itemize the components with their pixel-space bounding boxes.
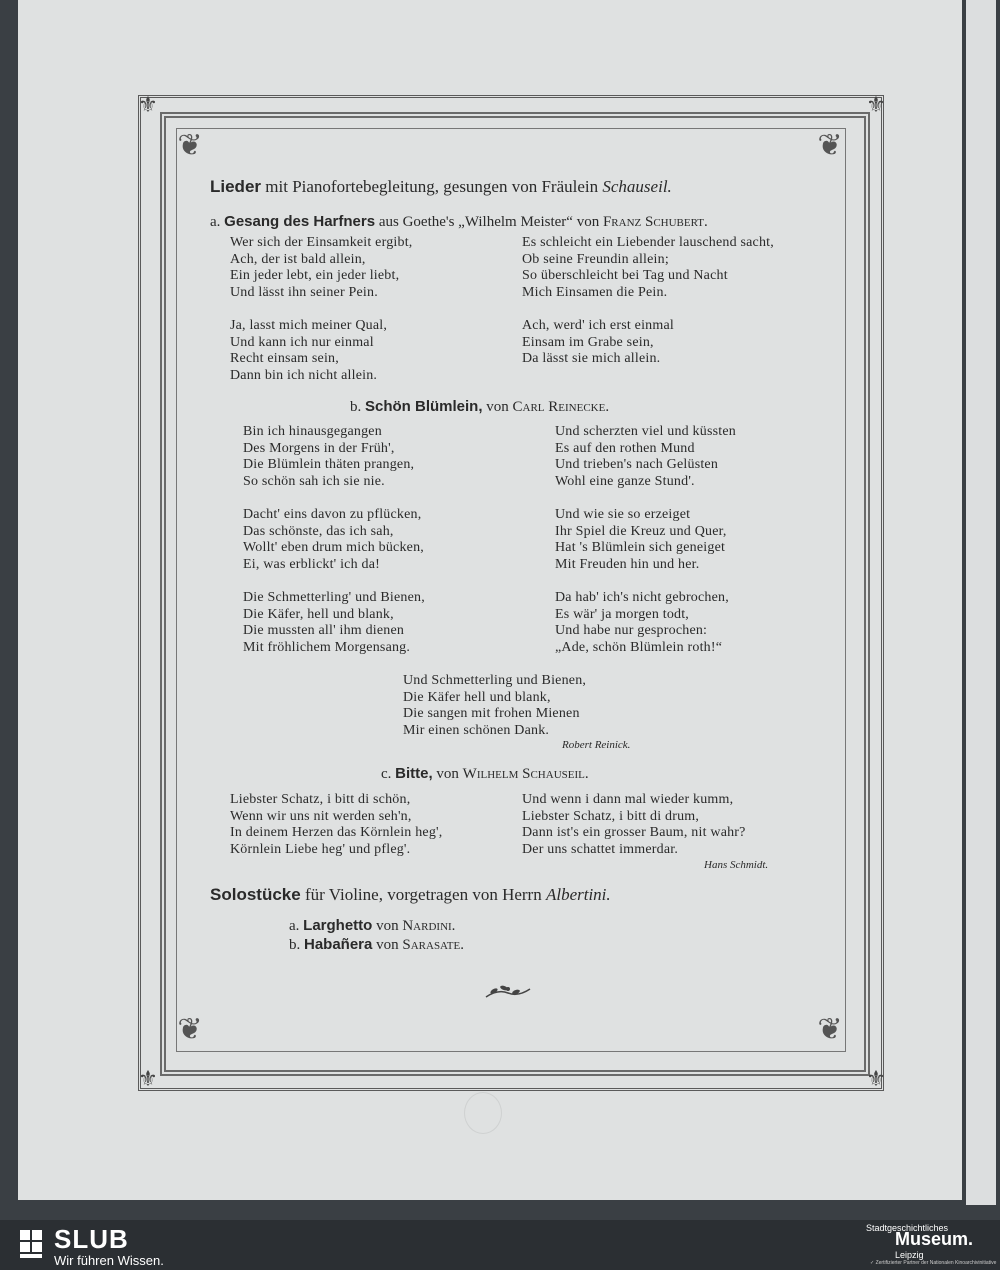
song-b-right-verse-3: Da hab' ich's nicht gebrochen, Es wär' ja morgen todt, Und habe nur gesprochen: „Ade, schön Blümlein roth!“: [555, 590, 729, 655]
song-c-title: c. Bitte, von Wilhelm Schauseil.: [381, 765, 589, 782]
solo-b: b. Habañera von Sarasate.: [289, 936, 464, 953]
song-b-title: b. Schön Blümlein, von Carl Reinecke.: [350, 398, 610, 415]
song-a-left-verse-1: Wer sich der Einsamkeit ergibt, Ach, der ist bald allein, Ein jeder lebt, ein jeder liebt, Und lässt ihn seiner Pein.: [230, 235, 413, 300]
viewer-footer: [0, 1220, 1000, 1270]
song-a-left-verse-2: Ja, lasst mich meiner Qual, Und kann ich nur einmal Recht einsam sein, Dann bin ich nicht allein.: [230, 318, 388, 383]
song-c-author: Hans Schmidt.: [704, 859, 769, 871]
lieder-heading: Lieder mit Pianofortebegleitung, gesungen von Fräulein Schauseil.: [210, 177, 672, 196]
corner-ornament-icon: ❦: [817, 129, 843, 162]
vine-ornament-icon: [484, 983, 532, 1001]
embossed-stamp-icon: [464, 1092, 502, 1134]
corner-ornament-icon: ❦: [177, 129, 203, 162]
fleur-corner-icon: ⚜: [138, 92, 158, 117]
corner-ornament-icon: ❦: [817, 1013, 843, 1046]
fleur-corner-icon: ⚜: [866, 1066, 886, 1091]
song-a-title: a. Gesang des Harfners aus Goethe's „Wilhelm Meister“ von Franz Schubert.: [210, 213, 708, 230]
fleur-corner-icon: ⚜: [138, 1066, 158, 1091]
museum-city: Leipzig: [895, 1250, 924, 1260]
slub-tagline: Wir führen Wissen.: [54, 1253, 164, 1268]
song-b-left-verse-2: Dacht' eins davon zu pflücken, Das schönste, das ich sah, Wollt' eben drum mich bücken, Ei, was erblickt' ich da!: [243, 507, 424, 572]
song-a-right-verse-1: Es schleicht ein Liebender lauschend sacht, Ob seine Freundin allein; So überschleicht bei Tag und Nacht Mich Einsamen die Pein.: [522, 235, 774, 300]
song-a-right-verse-2: Ach, werd' ich erst einmal Einsam im Grabe sein, Da lässt sie mich allein.: [522, 318, 674, 366]
solo-a: a. Larghetto von Nardini.: [289, 917, 456, 934]
slub-title[interactable]: SLUB: [54, 1224, 129, 1254]
song-b-center-verse: Und Schmetterling und Bienen, Die Käfer hell und blank, Die sangen mit frohen Mienen Mir einen schönen Dank.: [403, 673, 587, 738]
fleur-corner-icon: ⚜: [866, 92, 886, 117]
museum-partner-note: ✓ Zertifizierter Partner der Nationalen Kinoarchivinitiative: [870, 1260, 997, 1266]
slub-logo-icon: [20, 1230, 44, 1260]
song-c-right-verse: Und wenn i dann mal wieder kumm, Liebster Schatz, i bitt di drum, Dann ist's ein grosser Baum, nit wahr? Der uns schattet immerdar.: [522, 792, 746, 857]
museum-prefix: Stadtgeschichtliches: [866, 1223, 949, 1233]
museum-title[interactable]: Museum.: [895, 1229, 974, 1249]
song-b-right-verse-2: Und wie sie so erzeiget Ihr Spiel die Kreuz und Quer, Hat 's Blümlein sich geneiget Mit Freuden hin und her.: [555, 507, 727, 572]
song-b-left-verse-3: Die Schmetterling' und Bienen, Die Käfer, hell und blank, Die mussten all' ihm dienen Mit fröhlichem Morgensang.: [243, 590, 425, 655]
song-c-left-verse: Liebster Schatz, i bitt di schön, Wenn wir uns nit werden seh'n, In deinem Herzen das Körnlein heg', Körnlein Liebe heg' und pfleg'.: [230, 792, 443, 857]
song-b-left-verse-1: Bin ich hinausgegangen Des Morgens in der Früh', Die Blümlein thäten prangen, So schön sah ich sie nie.: [243, 424, 415, 489]
corner-ornament-icon: ❦: [177, 1013, 203, 1046]
solo-heading: Solostücke für Violine, vorgetragen von Herrn Albertini.: [210, 885, 611, 904]
song-b-right-verse-1: Und scherzten viel und küssten Es auf den rothen Mund Und trieben's nach Gelüsten Wohl eine ganze Stund'.: [555, 424, 736, 489]
song-b-author: Robert Reinick.: [562, 739, 631, 751]
